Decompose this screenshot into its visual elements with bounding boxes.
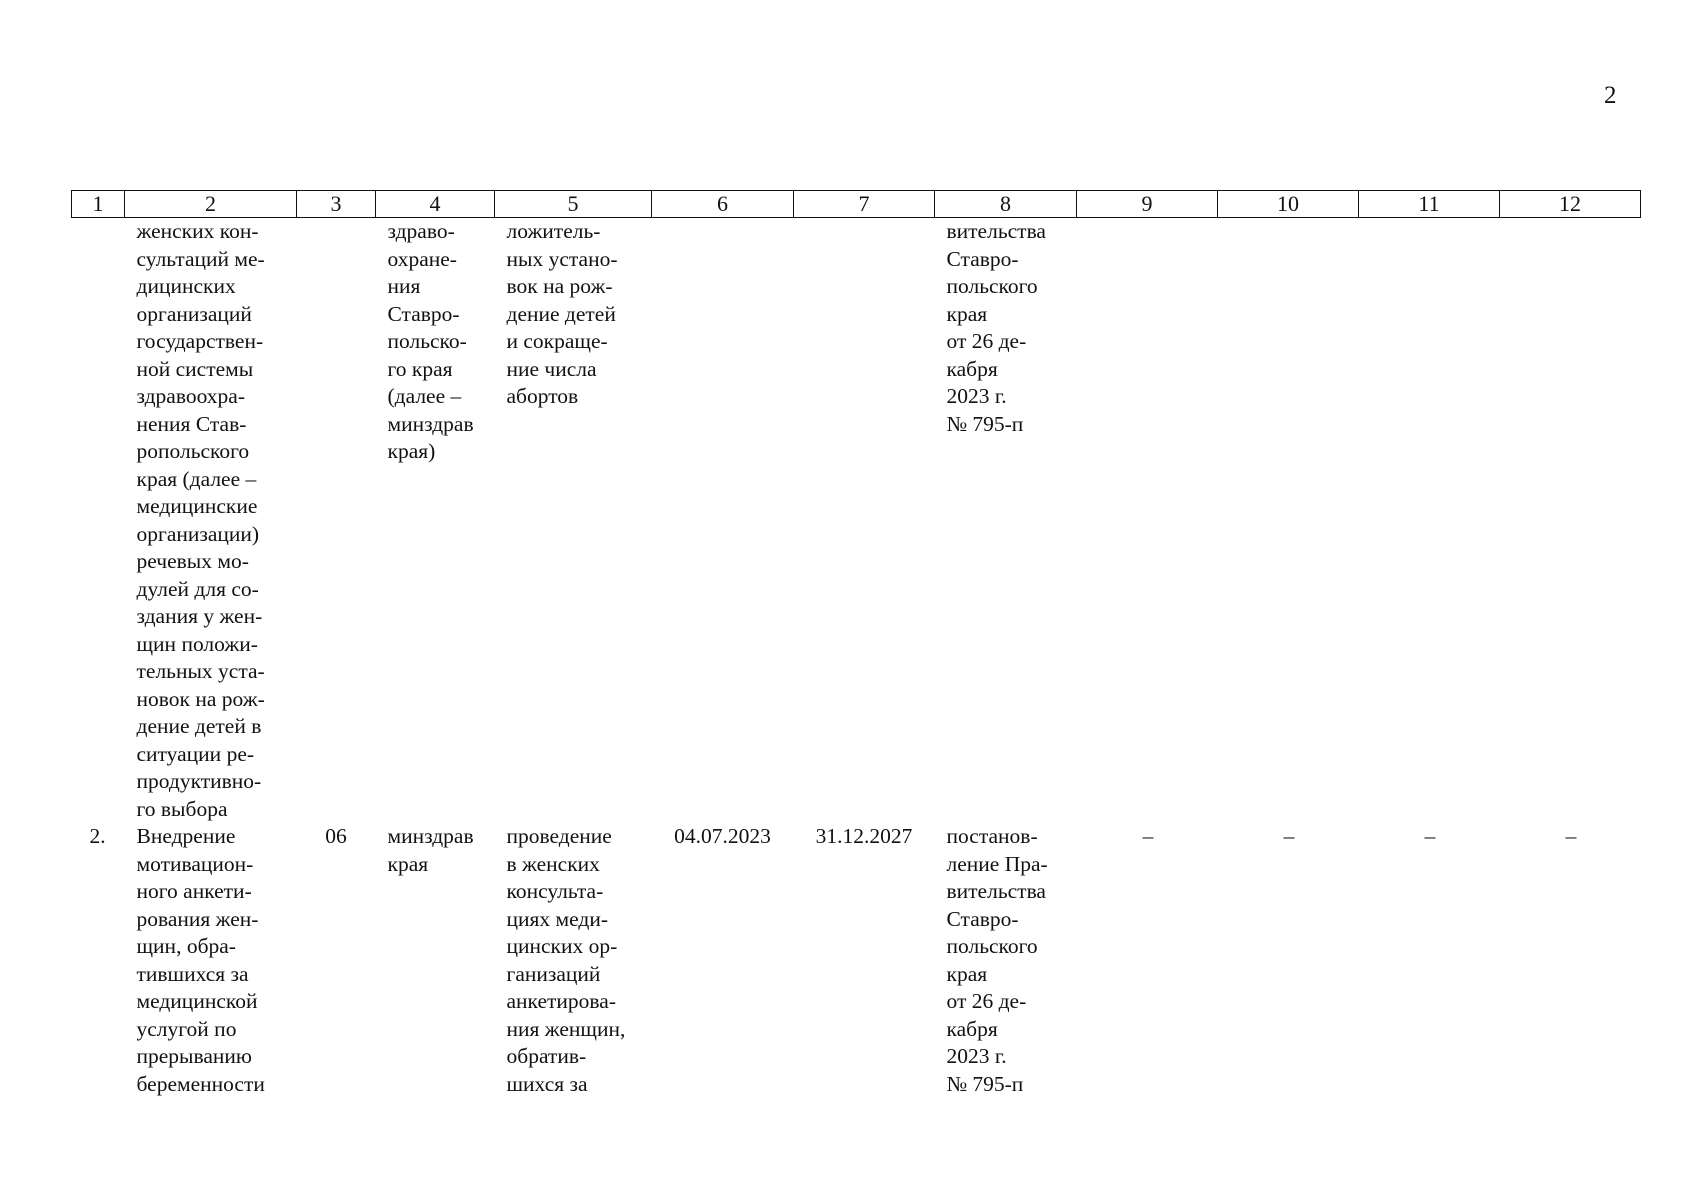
cell-col-12: – (1565, 824, 1577, 848)
header-col-5: 5 (495, 191, 652, 218)
cell-start-date (652, 218, 794, 824)
header-col-4: 4 (376, 191, 495, 218)
cell-col-10: – (1283, 824, 1295, 848)
cell-col-11: – (1424, 824, 1436, 848)
cell-end-date (794, 218, 935, 824)
header-col-2: 2 (125, 191, 297, 218)
cell-code (297, 218, 376, 824)
measures-table (71, 190, 1641, 1098)
header-col-10: 10 (1218, 191, 1359, 218)
cell-measure-name: женских кон- сультаций ме- дицинских организаций государствен- ной системы здравоохра- нения Став- ропольского края (далее – медицинские организации) речевых мо- дулей для со- здания у жен- щин положи- тельных уста- новок на рож- дение детей в ситуации ре- продуктивно- го выбора (136, 219, 265, 821)
table-body (72, 218, 1641, 1099)
header-col-3: 3 (297, 191, 376, 218)
cell-number: 2. (89, 824, 106, 848)
cell-col-9: – (1142, 824, 1154, 848)
header-col-9: 9 (1077, 191, 1218, 218)
cell-executor: минздрав края (387, 824, 474, 876)
header-col-12: 12 (1500, 191, 1641, 218)
cell-col-11 (1359, 218, 1500, 824)
table-row-2 (72, 823, 1641, 1098)
cell-code: 06 (325, 824, 347, 848)
cell-end-date: 31.12.2027 (815, 824, 913, 848)
header-row (72, 191, 1641, 218)
header-col-8: 8 (935, 191, 1077, 218)
cell-number (72, 218, 125, 824)
cell-executor: здраво- охране- ния Ставро- польско- го края (далее – минздрав края) (387, 219, 474, 463)
header-col-7: 7 (794, 191, 935, 218)
table-row-continued (72, 218, 1641, 824)
cell-col-9 (1077, 218, 1218, 824)
cell-basis-document: вительства Ставро- польского края от 26 де- кабря 2023 г. № 795-п (946, 219, 1046, 436)
cell-col-12 (1500, 218, 1641, 824)
cell-result: проведение в женских консульта- циях меди- цинских ор- ганизаций анкетирова- ния женщин, обратив- шихся за (506, 824, 626, 1096)
header-col-1: 1 (72, 191, 125, 218)
table-header (72, 191, 1641, 218)
header-col-6: 6 (652, 191, 794, 218)
cell-result: ложитель- ных устано- вок на рож- дение детей и сокраще- ние числа абортов (506, 219, 618, 408)
cell-start-date: 04.07.2023 (674, 824, 771, 848)
cell-basis-document: постанов- ление Пра- вительства Ставро- польского края от 26 де- кабря 2023 г. № 795-п (946, 824, 1048, 1096)
cell-measure-name: Внедрение мотивацион- ного анкети- рования жен- щин, обра- тившихся за медицинской услугой по прерыванию беременности (136, 824, 265, 1096)
cell-col-10 (1218, 218, 1359, 824)
page-number: 2 (1604, 82, 1617, 109)
header-col-11: 11 (1359, 191, 1500, 218)
